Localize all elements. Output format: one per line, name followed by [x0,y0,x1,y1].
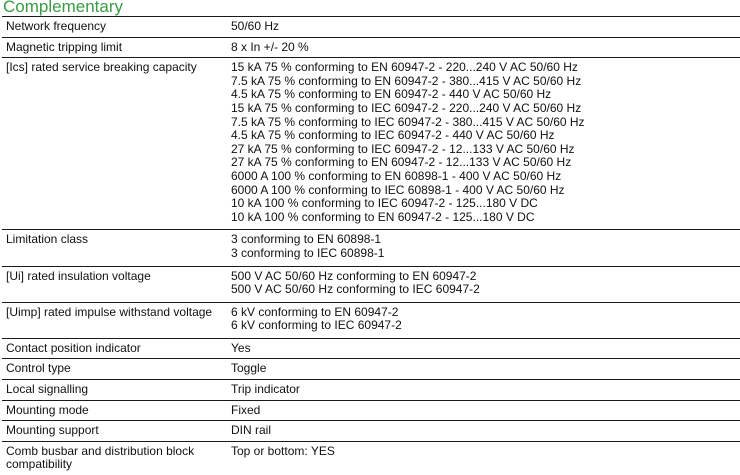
spec-label: [Ics] rated service breaking capacity [2,58,226,230]
spec-label: Magnetic tripping limit [2,37,226,58]
spec-value [226,230,740,266]
spec-value-line: DIN rail [231,424,740,438]
spec-value-line: 500 V AC 50/60 Hz conforming to EN 60947-2 [231,270,740,284]
spec-value-line: 3 conforming to IEC 60898-1 [231,247,740,261]
spec-row [2,58,740,230]
spec-row [2,17,740,38]
spec-value-line: 15 kA 75 % conforming to IEC 60947-2 - 220...240 V AC 50/60 Hz [231,102,740,116]
spec-value [226,441,740,475]
spec-row [2,37,740,58]
spec-value-line: 7.5 kA 75 % conforming to IEC 60947-2 - 380...415 V AC 50/60 Hz [231,116,740,130]
spec-value-line: 6 kV conforming to EN 60947-2 [231,306,740,320]
spec-label: Local signalling [2,380,226,401]
spec-row [2,266,740,302]
spec-value-line: 4.5 kA 75 % conforming to EN 60947-2 - 440 V AC 50/60 Hz [231,88,740,102]
spec-value [226,359,740,380]
spec-label: Mounting support [2,421,226,442]
spec-value [226,17,740,38]
spec-value [226,380,740,401]
spec-value-line: 500 V AC 50/60 Hz conforming to IEC 60947-2 [231,283,740,297]
spec-value-line: Top or bottom: YES [231,445,740,459]
spec-label: [Ui] rated insulation voltage [2,266,226,302]
spec-row [2,380,740,401]
spec-value [226,58,740,230]
spec-value-line: Fixed [231,404,740,418]
spec-value [226,302,740,338]
spec-value-line: 27 kA 75 % conforming to IEC 60947-2 - 12...133 V AC 50/60 Hz [231,143,740,157]
spec-value-line: 50/60 Hz [231,20,740,34]
spec-value-line: Yes [231,342,740,356]
section-title: Complementary [3,0,123,17]
spec-label: Mounting mode [2,400,226,421]
spec-label: Contact position indicator [2,338,226,359]
spec-row [2,441,740,475]
spec-value-line: 3 conforming to EN 60898-1 [231,233,740,247]
spec-label: [Uimp] rated impulse withstand voltage [2,302,226,338]
spec-value-line: 27 kA 75 % conforming to EN 60947-2 - 12...133 V AC 50/60 Hz [231,156,740,170]
spec-table [2,16,740,475]
spec-row [2,421,740,442]
spec-row [2,230,740,266]
spec-value-line: Toggle [231,362,740,376]
spec-value [226,37,740,58]
spec-label: Limitation class [2,230,226,266]
spec-label: Comb busbar and distribution block compatibility [2,441,226,475]
spec-table-body [2,17,740,475]
spec-row [2,338,740,359]
spec-value-line: 8 x In +/- 20 % [231,41,740,55]
spec-value [226,338,740,359]
spec-label: Network frequency [2,17,226,38]
spec-value-line: 10 kA 100 % conforming to IEC 60947-2 - 125...180 V DC [231,197,740,211]
spec-row [2,359,740,380]
spec-value [226,421,740,442]
spec-value [226,266,740,302]
spec-value-line: 7.5 kA 75 % conforming to EN 60947-2 - 380...415 V AC 50/60 Hz [231,75,740,89]
spec-value-line: 6 kV conforming to IEC 60947-2 [231,319,740,333]
spec-value-line: Trip indicator [231,383,740,397]
spec-label: Control type [2,359,226,380]
spec-value-line: 6000 A 100 % conforming to IEC 60898-1 - 400 V AC 50/60 Hz [231,184,740,198]
spec-value-line: 6000 A 100 % conforming to EN 60898-1 - 400 V AC 50/60 Hz [231,170,740,184]
spec-value-line: 4.5 kA 75 % conforming to IEC 60947-2 - 440 V AC 50/60 Hz [231,129,740,143]
spec-value [226,400,740,421]
spec-value-line: 10 kA 100 % conforming to EN 60947-2 - 125...180 V DC [231,211,740,225]
spec-value-line: 15 kA 75 % conforming to EN 60947-2 - 220...240 V AC 50/60 Hz [231,61,740,75]
spec-row [2,302,740,338]
spec-row [2,400,740,421]
